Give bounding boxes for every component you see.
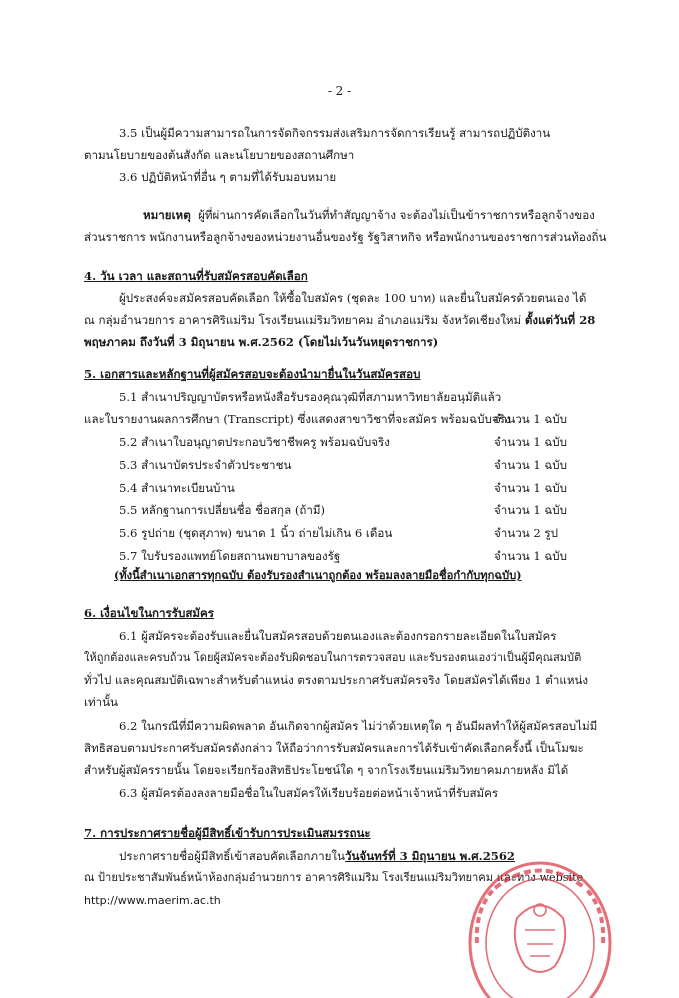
item-5-4-amount: จำนวน 1 ฉบับ xyxy=(494,481,568,495)
item-6-2-line3: สำหรับผู้สมัครรายนั้น โดยจะเรียกร้องสิทธิประโยชน์ใด ๆ จากโรงเรียนแม่ริมวิทยาคมภายหลัง มิได้ xyxy=(84,763,569,777)
item-6-1-line2: ให้ถูกต้องและครบถ้วน โดยผู้สมัครจะต้องรับผิดชอบในการตรวจสอบ และรับรองตนเองว่าเป็นผู้มีคุณสมบัติ xyxy=(84,651,582,664)
item-6-2-line2: สิทธิสอบตามประกาศรับสมัครดังกล่าว ให้ถือว่าการรับสมัครและการได้รับเข้าคัดเลือกครั้งนี้ เป็นโมฆะ xyxy=(84,741,584,755)
item-5-2: 5.2 สำเนาใบอนุญาตประกอบวิชาชีพครู พร้อมฉบับจริง xyxy=(119,435,390,449)
item-6-3: 6.3 ผู้สมัครต้องลงลายมือชื่อในใบสมัครให้เรียบร้อยต่อหน้าเจ้าหน้าที่รับสมัคร xyxy=(119,786,499,800)
section-7-announce: ประกาศรายชื่อผู้มีสิทธิ์เข้าสอบคัดเลือกภายใน xyxy=(119,849,345,863)
section-5-heading: 5. เอกสารและหลักฐานที่ผู้สมัครสอบจะต้องนำมายื่นในวันสมัครสอบ xyxy=(84,367,421,381)
item-6-1-line1: 6.1 ผู้สมัครจะต้องรับและยื่นใบสมัครสอบด้วยตนเองและต้องกรอกรายละเอียดในใบสมัคร xyxy=(119,629,557,643)
section-4-line1: ผู้ประสงค์จะสมัครสอบคัดเลือก ให้ซื้อใบสมัคร (ชุดละ 100 บาท) และยื่นใบสมัครด้วยตนเอง ได้ xyxy=(119,291,587,305)
item-5-6-amount: จำนวน 2 รูป xyxy=(494,526,558,540)
section-5-footnote: (ทั้งนี้สำเนาเอกสารทุกฉบับ ต้องรับรองสำเนาถูกต้อง พร้อมลงลายมือชื่อกำกับทุกฉบับ) xyxy=(114,568,522,582)
page-number: - 2 - xyxy=(327,84,352,98)
section-4-heading: 4. วัน เวลา และสถานที่รับสมัครสอบคัดเลือก xyxy=(84,269,308,283)
item-3-5-line2: ตามนโยบายของต้นสังกัด และนโยบายของสถานศึกษา xyxy=(84,148,355,162)
item-5-7: 5.7 ใบรับรองแพทย์โดยสถานพยาบาลของรัฐ xyxy=(119,549,341,563)
item-5-1-amount: จำนวน 1 ฉบับ xyxy=(494,412,568,426)
school-seal-stamp xyxy=(455,848,625,998)
item-3-5-line1: 3.5 เป็นผู้มีความสามารถในการจัดกิจกรรมส่งเสริมการจัดการเรียนรู้ สามารถปฏิบัติงาน xyxy=(119,126,551,140)
item-5-5: 5.5 หลักฐานการเปลี่ยนชื่อ ชื่อสกุล (ถ้ามี) xyxy=(119,503,326,517)
note-label: หมายเหตุ xyxy=(143,208,191,222)
section-4-start-date: ตั้งแต่วันที่ 28 xyxy=(524,313,596,327)
item-5-1-line1: 5.1 สำเนาปริญญาบัตรหรือหนังสือรับรองคุณวุฒิที่สภามหาวิทยาลัยอนุมัติแล้ว xyxy=(119,390,502,404)
section-4-location: ณ กลุ่มอำนวยการ อาคารศิริแม่ริม โรงเรียนแม่ริมวิทยาคม อำเภอแม่ริม จังหวัดเชียงใหม่ xyxy=(84,313,522,327)
note-line1 xyxy=(143,207,595,223)
website-url: http://www.maerim.ac.th xyxy=(84,894,221,907)
note-text: ผู้ที่ผ่านการคัดเลือกในวันที่ทำสัญญาจ้าง จะต้องไม่เป็นข้าราชการหรือลูกจ้างของ xyxy=(198,208,595,222)
item-3-6: 3.6 ปฏิบัติหน้าที่อื่น ๆ ตามที่ได้รับมอบหมาย xyxy=(119,170,337,184)
item-5-1-line2: และใบรายงานผลการศึกษา (Transcript) ซึ่งแสดงสาขาวิชาที่จะสมัคร พร้อมฉบับจริง xyxy=(84,412,511,426)
section-7-line2: ณ ป้ายประชาสัมพันธ์หน้าห้องกลุ่มอำนวยการ อาคารศิริแม่ริม โรงเรียนแม่ริมวิทยาคม และทาง website xyxy=(84,871,584,884)
item-5-7-amount: จำนวน 1 ฉบับ xyxy=(494,549,568,563)
item-5-5-amount: จำนวน 1 ฉบับ xyxy=(494,503,568,517)
section-7-date: วันจันทร์ที่ 3 มิถุนายน พ.ศ.2562 xyxy=(344,849,515,863)
item-5-3-amount: จำนวน 1 ฉบับ xyxy=(494,458,568,472)
item-6-1-line3: ทั่วไป และคุณสมบัติเฉพาะสำหรับตำแหน่ง ตรงตามประกาศรับสมัครจริง โดยสมัครได้เพียง 1 ตำแหน่ง xyxy=(84,673,589,687)
section-4-line3: พฤษภาคม ถึงวันที่ 3 มิถุนายน พ.ศ.2562 (โดยไม่เว้นวันหยุดราชการ) xyxy=(84,335,439,349)
item-5-3: 5.3 สำเนาบัตรประจำตัวประชาชน xyxy=(119,458,292,472)
section-7-heading: 7. การประกาศรายชื่อผู้มีสิทธิ์เข้ารับการประเมินสมรรถนะ xyxy=(84,826,371,840)
section-6-heading: 6. เงื่อนไขในการรับสมัคร xyxy=(84,606,215,620)
item-5-2-amount: จำนวน 1 ฉบับ xyxy=(494,435,568,449)
item-6-1-line4: เท่านั้น xyxy=(84,695,118,709)
item-5-6: 5.6 รูปถ่าย (ชุดสุภาพ) ขนาด 1 นิ้ว ถ่ายไม่เกิน 6 เดือน xyxy=(119,526,393,540)
item-6-2-line1: 6.2 ในกรณีที่มีความผิดพลาด อันเกิดจากผู้สมัคร ไม่ว่าด้วยเหตุใด ๆ อันมีผลทำให้ผู้สมัครสอบไม่มี xyxy=(119,719,598,733)
section-4-line2 xyxy=(84,312,595,328)
note-line2: ส่วนราชการ พนักงานหรือลูกจ้างของหน่วยงานอื่นของรัฐ รัฐวิสาหกิจ หรือพนักงานของราชการส่วนท้องถิ่น xyxy=(84,230,607,244)
item-5-4: 5.4 สำเนาทะเบียนบ้าน xyxy=(119,481,235,495)
